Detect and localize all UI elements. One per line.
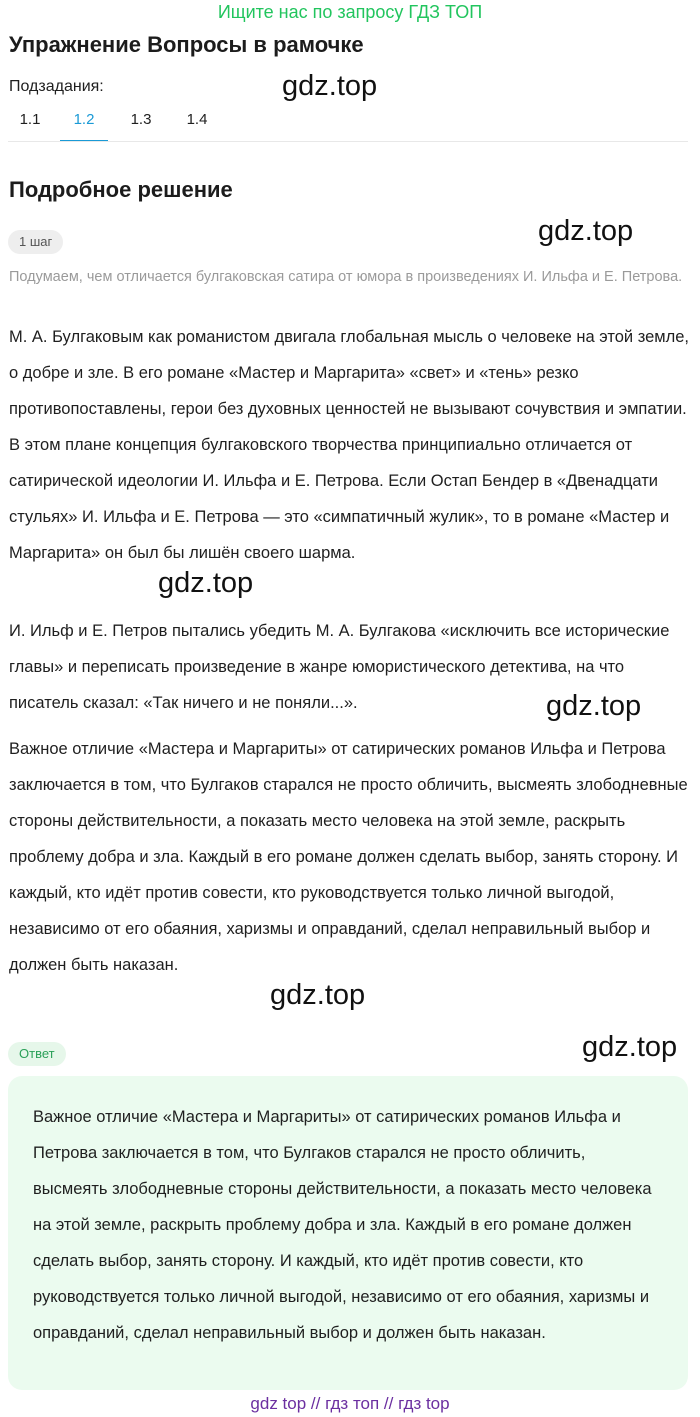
watermark: gdz.top — [270, 979, 366, 1011]
answer-text: Важное отличие «Мастера и Маргариты» от сатирических романов Ильфа и Петрова заключается в том, что Булгаков старался не просто обличить, высмеять злободневные стороны действительности, а показать место человека на этой земле, раскрыть проблему добра и зла. Каждый в его романе должен сделать выбор, занять сторону. И каждый, кто идёт против совести, кто руководствуется только личной выгодой, независимо от его обаяния, харизмы и оправданий, сделал неправильный выбор и должен быть наказан. — [33, 1108, 652, 1342]
subtasks-label: Подзадания: — [9, 78, 104, 95]
step-badge: 1 шаг — [8, 230, 63, 254]
solution-paragraph-2: И. Ильф и Е. Петров пытались убедить М. А. Булгакова «исключить все исторические главы» и переписать произведение в жанре юмористического детектива, на что писатель сказал: «Так ничего и не поняли...». — [9, 622, 670, 712]
exercise-title: Упражнение Вопросы в рамочке — [9, 32, 364, 57]
solution-paragraph-3: Важное отличие «Мастера и Маргариты» от сатирических романов Ильфа и Петрова заключается в том, что Булгаков старался не просто обличить, высмеять злободневные стороны действительности, а показать место человека на этой земле, раскрыть проблему добра и зла. Каждый в его романе должен сделать выбор, занять сторону. И каждый, кто идёт против совести, кто руководствуется только личной выгодой, независимо от его обаяния, харизмы и оправданий, сделал неправильный выбор и должен быть наказан. — [9, 740, 688, 974]
answer-badge: Ответ — [8, 1042, 66, 1066]
step-hint: Подумаем, чем отличается булгаковская сатира от юмора в произведениях И. Ильфа и Е. Петрова. — [9, 269, 683, 285]
solution-paragraph-1: М. А. Булгаковым как романистом двигала глобальная мысль о человеке на этой земле, о добре и зле. В его романе «Мастер и Маргарита» «свет» и «тень» резко противопоставлены, герои без духовных ценностей не вызывают сочувствия и эмпатии. В этом плане концепция булгаковского творчества принципиально отличается от сатирической идеологии И. Ильфа и Е. Петрова. Если Остап Бендер в «Двенадцати стульях» И. Ильфа и Е. Петрова — это «симпатичный жулик», то в романе «Мастер и Маргарита» он был бы лишён своего шарма. — [9, 328, 690, 562]
tab-1-2[interactable]: 1.2 — [60, 108, 108, 142]
tab-1-4[interactable]: 1.4 — [186, 111, 208, 128]
promo-banner: Ищите нас по запросу ГДЗ ТОП — [217, 2, 483, 22]
watermark: gdz.top — [158, 567, 254, 599]
footer-watermark: gdz top // гдз топ // гдз top — [0, 1390, 700, 1417]
tab-1-1[interactable]: 1.1 — [19, 111, 41, 128]
watermark: gdz.top — [538, 215, 634, 247]
solution-title: Подробное решение — [9, 177, 233, 202]
watermark: gdz.top — [546, 690, 642, 722]
tab-1-3[interactable]: 1.3 — [130, 111, 152, 128]
tabs-divider — [8, 141, 688, 142]
watermark: gdz.top — [582, 1031, 678, 1063]
watermark: gdz.top — [282, 70, 378, 102]
